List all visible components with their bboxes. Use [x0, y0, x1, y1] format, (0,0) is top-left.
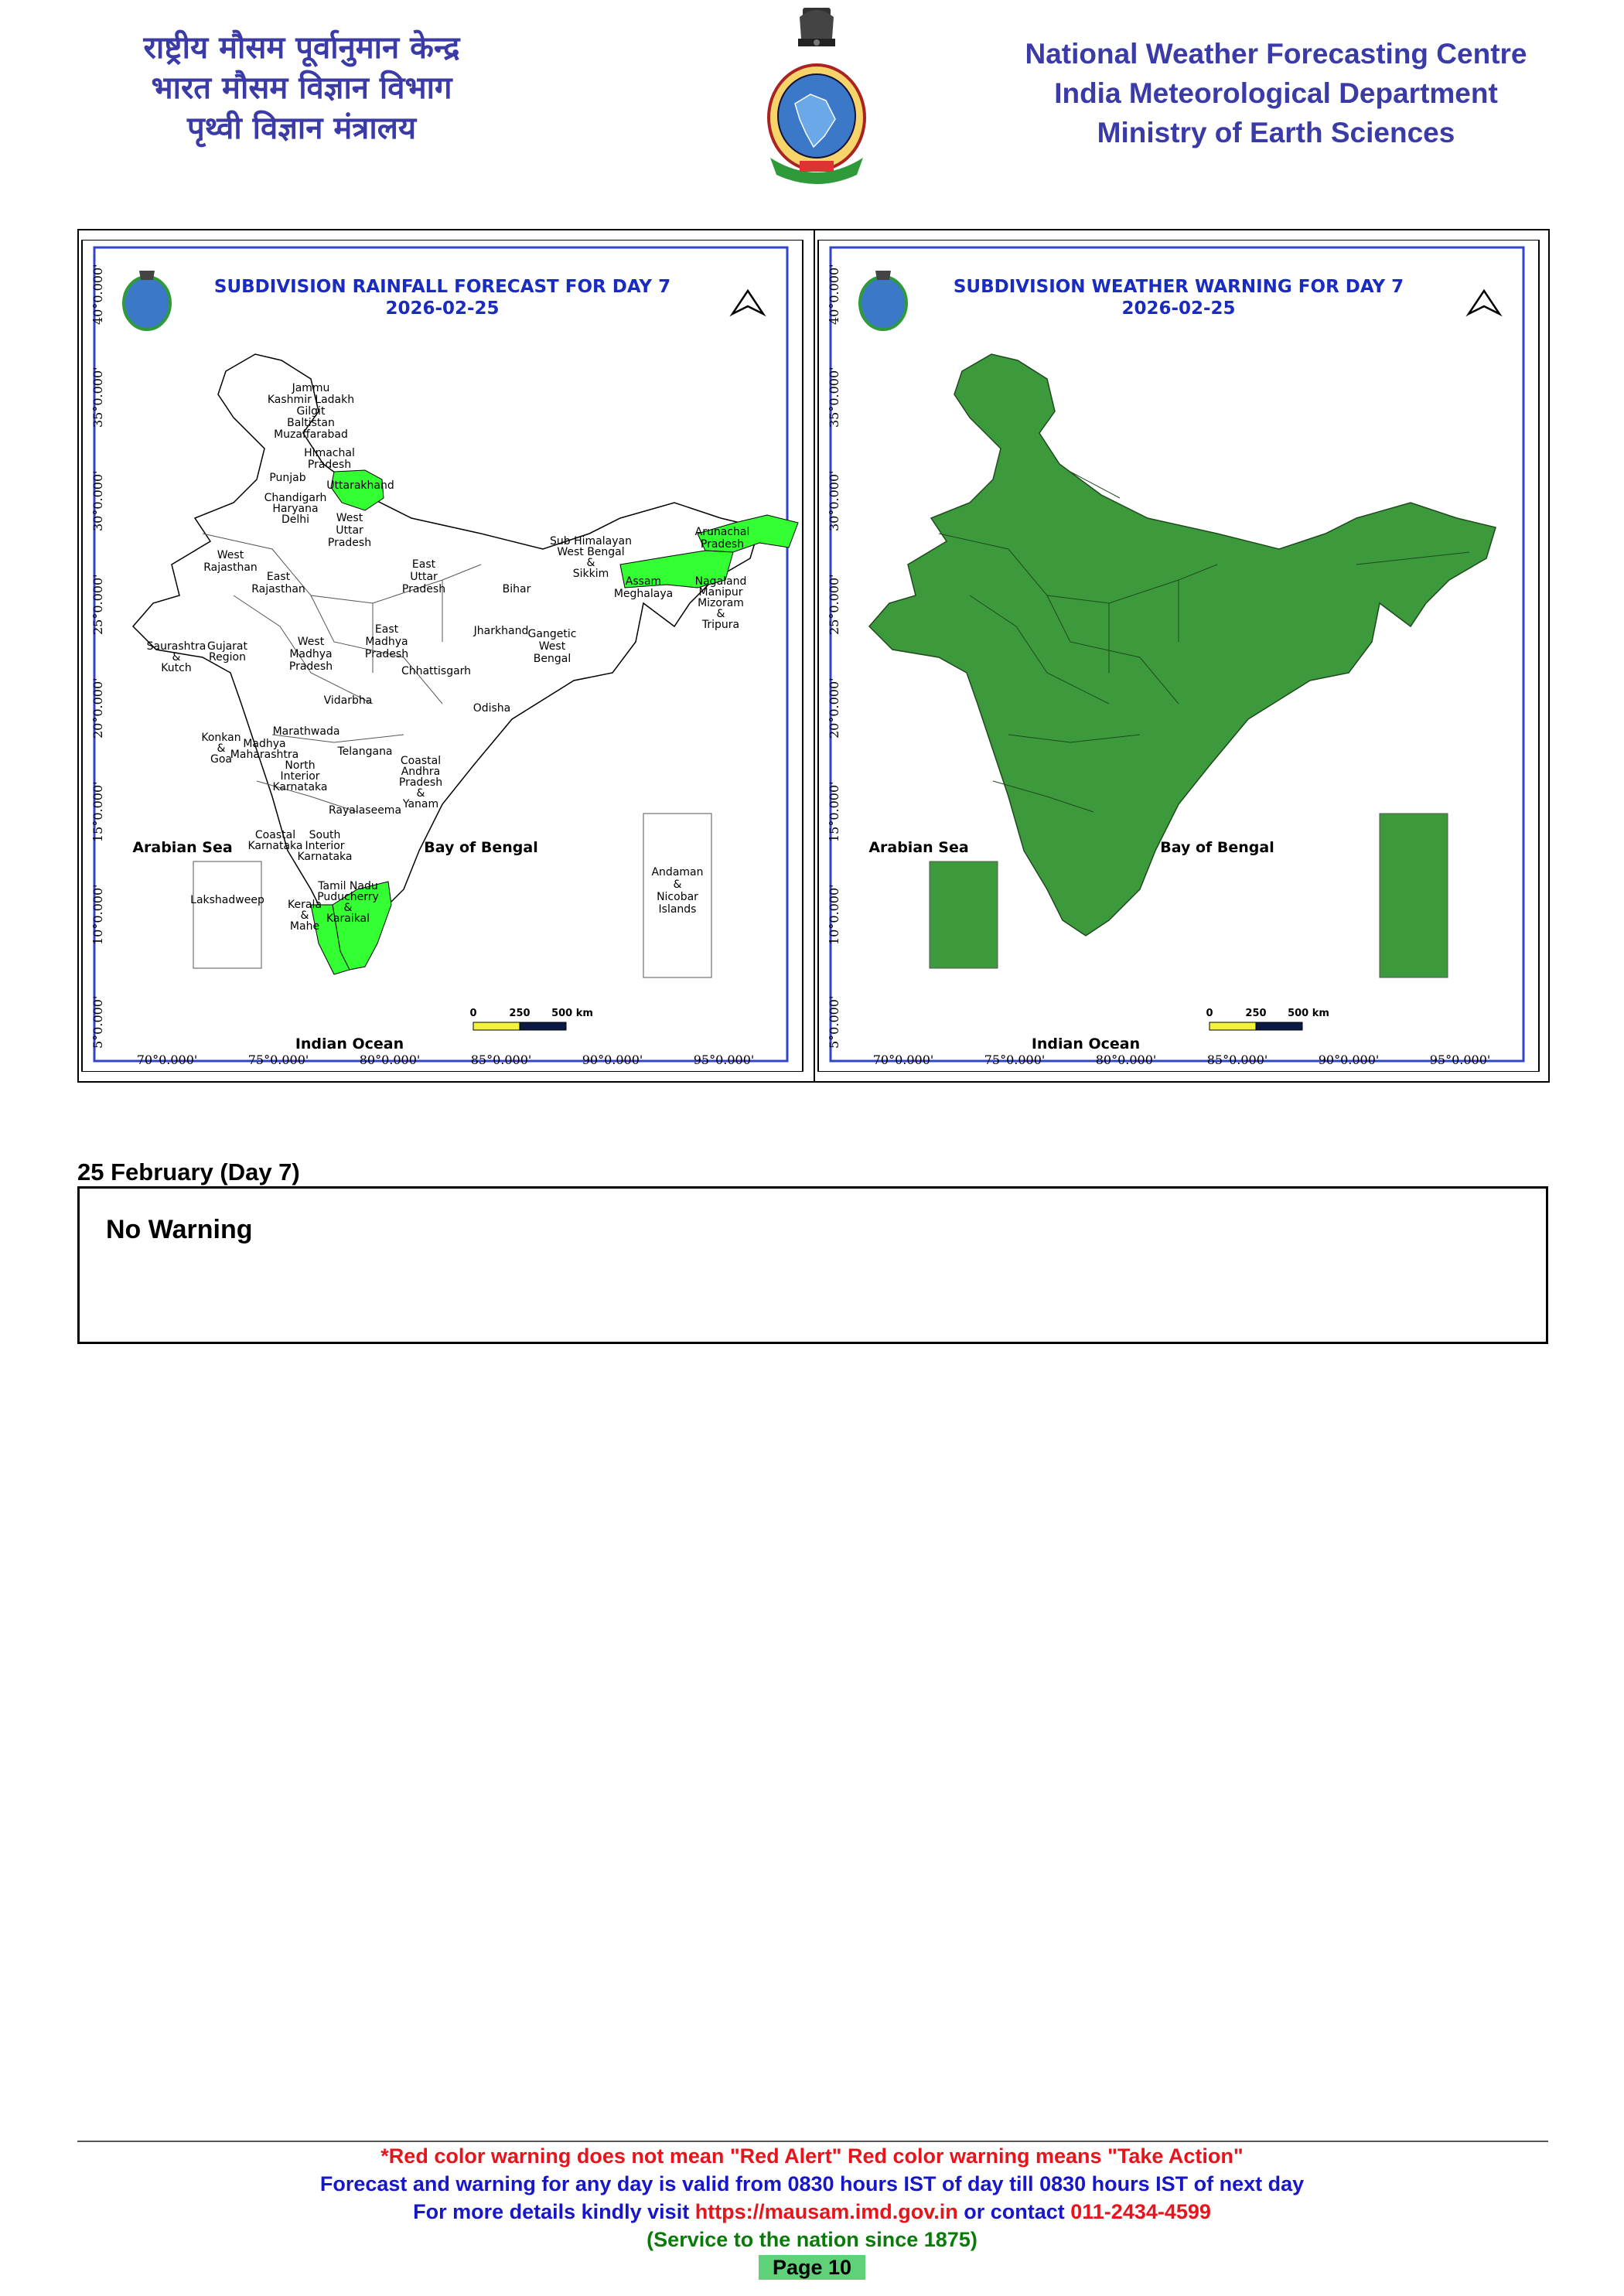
- header-hindi-line-2: भारत मौसम विज्ञान विभाग: [151, 70, 452, 106]
- place-label: Rajasthan: [203, 561, 258, 574]
- place-label: Pradesh: [364, 648, 409, 660]
- place-label: Uttar: [410, 571, 438, 583]
- place-label: Jharkhand: [473, 625, 529, 637]
- place-label: Mahe: [289, 920, 320, 933]
- place-label: Uttarakhand: [326, 479, 394, 492]
- place-label: Coastal: [254, 829, 296, 841]
- lon-label: 90°0.000': [1318, 1052, 1380, 1067]
- place-label: Interior: [280, 770, 320, 783]
- place-label: Gangetic: [527, 628, 577, 640]
- sea-label: Arabian Sea: [132, 839, 233, 856]
- place-label: Vidarbha: [323, 694, 373, 707]
- lat-label: 30°0.000': [827, 470, 841, 531]
- scale-label: 500 km: [551, 1008, 593, 1019]
- place-label: Tripura: [701, 619, 740, 631]
- scale-label: 0: [469, 1008, 477, 1019]
- place-label: East: [411, 558, 436, 571]
- place-label: Tamil Nadu: [318, 880, 378, 892]
- place-label: Madhya: [243, 738, 286, 750]
- lat-label: 30°0.000': [90, 470, 105, 531]
- place-label: Uttar: [336, 524, 363, 537]
- warning-map-title: SUBDIVISION WEATHER WARNING FOR DAY 7: [953, 277, 1404, 297]
- place-label: Himachal: [304, 447, 355, 459]
- day-heading: 25 February (Day 7): [77, 1158, 300, 1186]
- lat-label: 25°0.000': [827, 574, 841, 635]
- place-label: Sub Himalayan: [550, 535, 632, 548]
- place-label: Andhra: [401, 766, 441, 778]
- place-label: Arunachal: [694, 526, 750, 538]
- place-label: Karaikal: [326, 913, 370, 925]
- sea-label: Indian Ocean: [1031, 1035, 1141, 1052]
- lon-label: 70°0.000': [872, 1052, 934, 1067]
- rainfall-forecast-map: [79, 240, 807, 1072]
- place-label: Puducherry: [317, 891, 379, 903]
- place-label: &: [172, 651, 181, 664]
- scale-label: 0: [1206, 1008, 1213, 1019]
- scale-label: 500 km: [1288, 1008, 1329, 1019]
- lat-label: 20°0.000': [90, 677, 105, 739]
- lat-label: 5°0.000': [90, 995, 105, 1049]
- place-label: East: [266, 571, 291, 583]
- place-label: &: [586, 557, 595, 569]
- lat-label: 25°0.000': [90, 574, 105, 635]
- footer-service-note: (Service to the nation since 1875): [647, 2228, 977, 2251]
- place-label: Karnataka: [297, 851, 353, 863]
- rainfall-map-date: 2026-02-25: [385, 299, 500, 319]
- place-label: North: [285, 759, 316, 772]
- lakshadweep-inset: [930, 861, 998, 968]
- place-label: West Bengal: [557, 546, 625, 558]
- place-label: Marathwada: [272, 725, 340, 738]
- place-label: &: [300, 909, 309, 922]
- place-label: Delhi: [281, 513, 310, 526]
- place-label: West: [336, 512, 363, 524]
- lat-label: 15°0.000': [827, 781, 841, 842]
- place-label: Odisha: [473, 702, 511, 715]
- weather-warning-map: [815, 240, 1544, 1072]
- imd-emblem-icon: [755, 3, 879, 186]
- warning-text: No Warning: [106, 1215, 253, 1244]
- place-label: Chandigarh: [264, 492, 327, 504]
- rainfall-map-title: SUBDIVISION RAINFALL FORECAST FOR DAY 7: [213, 277, 671, 297]
- place-label: Punjab: [269, 472, 306, 484]
- place-label: Nicobar: [657, 891, 698, 903]
- place-label: Pradesh: [700, 538, 745, 551]
- place-label: Muzaffarabad: [274, 428, 348, 441]
- place-label: Maharashtra: [230, 749, 299, 761]
- place-label: Andaman: [651, 866, 704, 878]
- place-label: &: [343, 902, 353, 914]
- place-label: Islands: [658, 903, 697, 916]
- place-label: Rajasthan: [251, 583, 305, 595]
- place-label: West: [297, 636, 325, 648]
- place-label: Konkan: [201, 732, 241, 744]
- lat-label: 35°0.000': [90, 367, 105, 428]
- ashoka-lion-capital-icon: [798, 8, 835, 46]
- place-label: Bengal: [533, 653, 571, 665]
- place-label: Pradesh: [307, 459, 352, 471]
- footer-phone: 011-2434-4599: [1070, 2200, 1211, 2223]
- place-label: Telangana: [337, 745, 393, 758]
- lat-label: 15°0.000': [90, 781, 105, 842]
- warning-map-svg: [815, 240, 1544, 1072]
- place-label: Mizoram: [698, 597, 744, 609]
- header-english-line-1: National Weather Forecasting Centre: [1025, 38, 1527, 70]
- place-label: Sikkim: [572, 568, 609, 580]
- place-label: Manipur: [698, 586, 743, 599]
- place-label: Nagaland: [694, 575, 747, 588]
- footer-validity-note: Forecast and warning for any day is valid from 0830 hours IST of day till 0830 hours IST of next day: [319, 2172, 1305, 2195]
- warning-map-date: 2026-02-25: [1121, 299, 1236, 319]
- place-label: South: [309, 829, 341, 841]
- footer-contact-mid: or contact: [957, 2200, 1071, 2223]
- lon-label: 95°0.000': [1429, 1052, 1491, 1067]
- place-label: Karnataka: [247, 840, 303, 852]
- place-label: Pradesh: [288, 660, 333, 673]
- lat-label: 5°0.000': [827, 995, 841, 1049]
- scale-label: 250: [1245, 1008, 1267, 1019]
- place-label: Region: [209, 651, 246, 664]
- place-label: Madhya: [289, 648, 333, 660]
- place-label: Lakshadweep: [190, 894, 264, 906]
- sea-label: Bay of Bengal: [1160, 839, 1274, 856]
- lat-label: 10°0.000': [90, 884, 105, 945]
- lon-label: 90°0.000': [582, 1052, 643, 1067]
- lat-label: 35°0.000': [827, 367, 841, 428]
- page-number-badge: Page 10: [759, 2255, 865, 2280]
- place-label: Pradesh: [327, 537, 372, 549]
- place-label: Pradesh: [398, 776, 443, 789]
- place-label: Chhattisgarh: [401, 665, 472, 677]
- place-label: Yanam: [402, 798, 439, 810]
- footer: [0, 2142, 1624, 2281]
- place-label: Karnataka: [272, 781, 328, 793]
- place-label: Pradesh: [401, 583, 446, 595]
- lon-label: 85°0.000': [470, 1052, 532, 1067]
- place-label: &: [673, 878, 682, 891]
- place-label: Bihar: [502, 583, 531, 595]
- place-label: Gilgit: [296, 405, 326, 418]
- lat-label: 10°0.000': [827, 884, 841, 945]
- header-english: [998, 34, 1554, 152]
- lat-label: 40°0.000': [827, 264, 841, 325]
- place-label: Gujarat: [206, 640, 248, 653]
- lon-label: 70°0.000': [136, 1052, 198, 1067]
- place-label: Assam: [625, 575, 662, 588]
- header-hindi-line-1: राष्ट्रीय मौसम पूर्वानुमान केन्द्र: [143, 30, 460, 66]
- sea-label: Arabian Sea: [868, 839, 969, 856]
- warning-box: [77, 1186, 1548, 1344]
- place-label: Kutch: [161, 662, 192, 674]
- place-label: Kerala: [288, 899, 322, 911]
- footer-contact-prefix: For more details kindly visit: [413, 2200, 695, 2223]
- place-label: Interior: [305, 840, 345, 852]
- maps-frame: [77, 229, 1550, 1083]
- place-label: Coastal: [400, 755, 442, 767]
- sea-label: Indian Ocean: [295, 1035, 404, 1052]
- place-label: East: [374, 623, 399, 636]
- place-label: West: [217, 549, 244, 561]
- scale-label: 250: [509, 1008, 531, 1019]
- lon-label: 85°0.000': [1206, 1052, 1268, 1067]
- lon-label: 95°0.000': [693, 1052, 755, 1067]
- header-english-line-3: Ministry of Earth Sciences: [1097, 117, 1455, 148]
- place-label: Kashmir Ladakh: [267, 394, 355, 406]
- place-label: &: [217, 742, 226, 755]
- header-hindi-line-3: पृथ्वी विज्ञान मंत्रालय: [186, 111, 417, 146]
- lat-label: 20°0.000': [827, 677, 841, 739]
- place-label: Saurashtra: [146, 640, 206, 653]
- place-label: Rayalaseema: [328, 804, 402, 817]
- lon-label: 80°0.000': [1095, 1052, 1157, 1067]
- lat-label: 40°0.000': [90, 264, 105, 325]
- place-label: &: [416, 787, 425, 800]
- header-english-line-2: India Meteorological Department: [1054, 77, 1498, 109]
- place-label: &: [716, 608, 725, 620]
- lon-label: 75°0.000': [984, 1052, 1046, 1067]
- rainfall-map-svg: [79, 240, 807, 1072]
- place-label: Haryana: [272, 503, 319, 515]
- place-label: Meghalaya: [613, 588, 674, 600]
- place-label: Jammu: [292, 382, 330, 394]
- footer-contact-line: [0, 2198, 1624, 2226]
- footer-red-warning-note: *Red color warning does not mean "Red Alert" Red color warning means "Take Action": [380, 2144, 1244, 2168]
- sea-label: Bay of Bengal: [424, 839, 538, 856]
- place-label: Baltistan: [287, 417, 335, 429]
- lon-label: 80°0.000': [359, 1052, 421, 1067]
- place-label: Goa: [210, 753, 232, 766]
- footer-website-link[interactable]: https://mausam.imd.gov.in: [694, 2200, 958, 2223]
- header-hindi: [101, 28, 503, 148]
- lon-label: 75°0.000': [247, 1052, 309, 1067]
- place-label: Madhya: [365, 636, 408, 648]
- andaman-inset: [1380, 814, 1448, 977]
- place-label: West: [538, 640, 566, 653]
